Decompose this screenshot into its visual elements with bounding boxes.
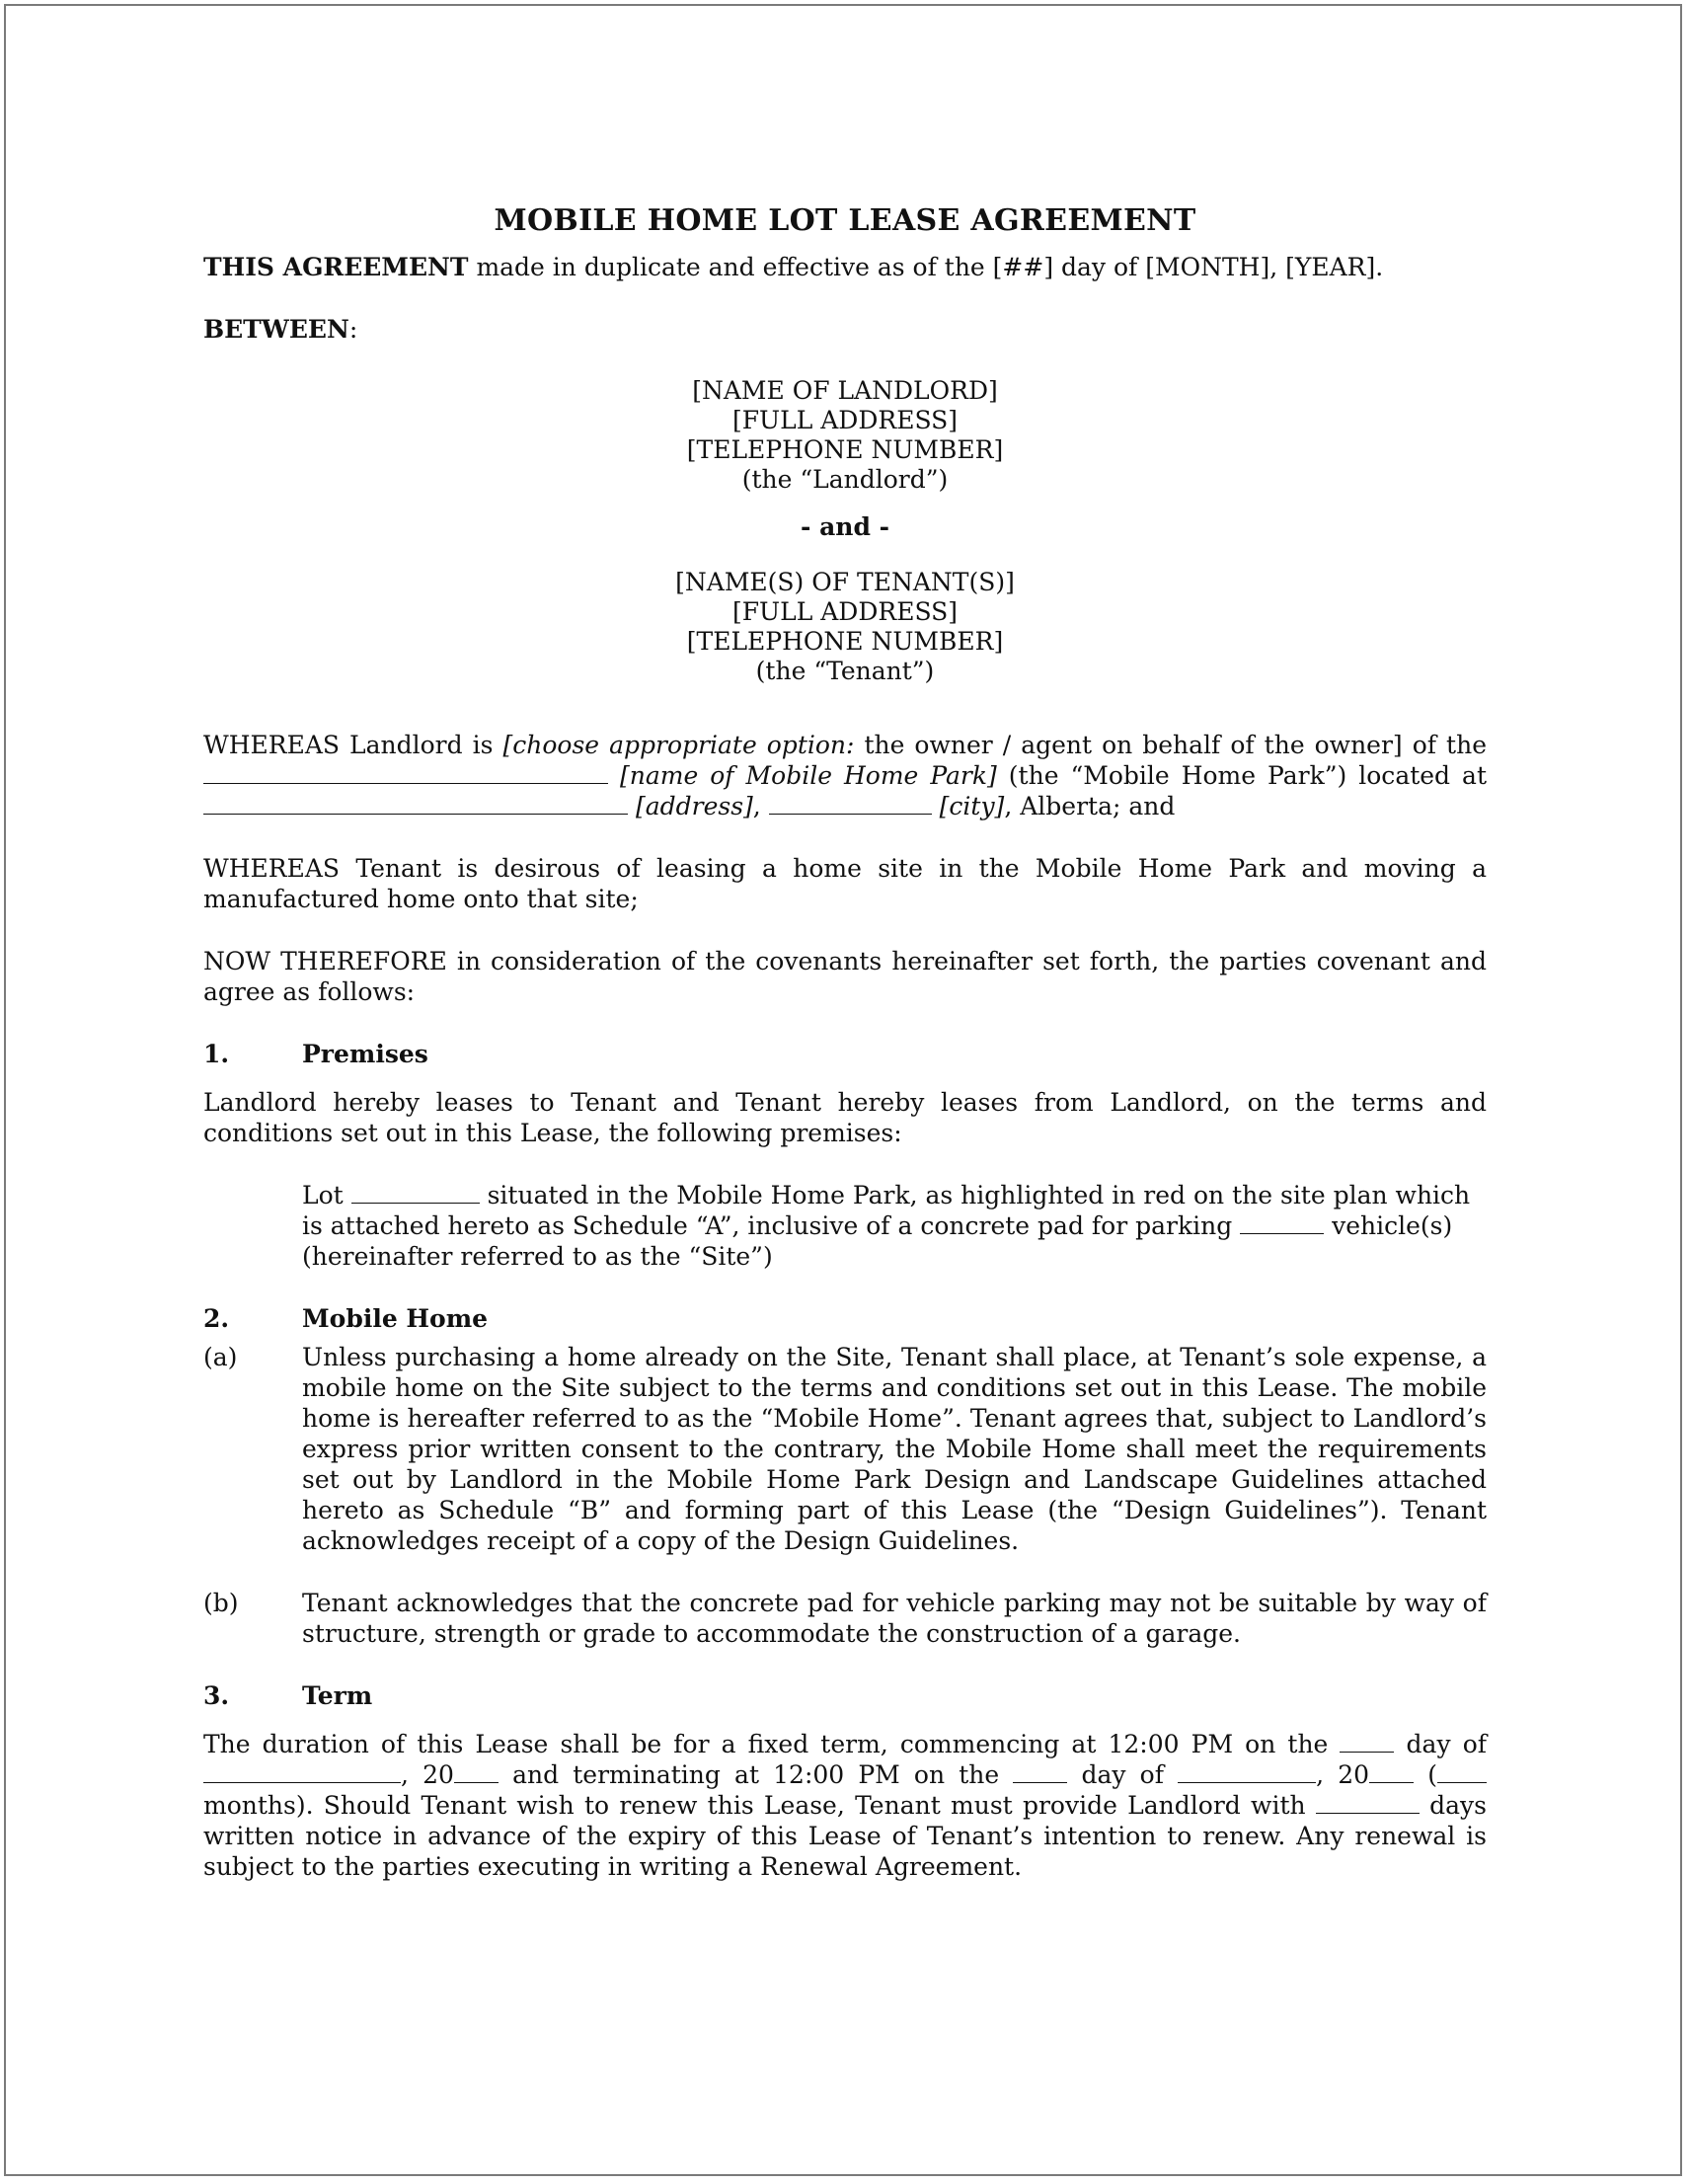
section-2a: (a) Unless purchasing a home already on the Site, Tenant shall place, at Tenant’s sole expense, a mobile home on the Site subject to the terms and conditions set out in this Lease. The mobile home is hereafter referred to as the “Mobile Home”. Tenant agrees that, subject to Landlord’s express prior written consent to the contrary, the Mobile Home shall meet the requirements set out by Landlord in the Mobile Home Park Design and Landscape Guidelines attached hereto as Schedule “B” and forming part of this Lease (the “Design Guidelines”). Tenant acknowledges receipt of a copy of the Design Guidelines.: [203, 1343, 1487, 1555]
tenant-name: [NAME(S) OF TENANT(S)]: [675, 568, 1015, 596]
end-month-blank[interactable]: [1178, 1762, 1316, 1783]
landlord-address: [FULL ADDRESS]: [731, 406, 959, 434]
intro-bold: THIS AGREEMENT: [203, 253, 469, 281]
landlord-definition: (the “Landlord”): [741, 465, 949, 494]
notice-days-blank[interactable]: [1316, 1793, 1420, 1814]
section-3-paragraph: The duration of this Lease shall be for a fixed term, commencing at 12:00 PM on the day of , 20 and terminating at 12:00 PM on the day of , 20 ( months). Should Tenant wish to renew this Lease, Tenant must provide Landlord with days written notice in advance of the expiry of this Lease of Tenant’s intention to renew. Any renewal is subject to the parties executing in writing a Renewal Agreement.: [203, 1730, 1488, 1881]
months-blank[interactable]: [1437, 1762, 1487, 1783]
section-3-heading: 3. Term: [203, 1681, 373, 1710]
lot-description: Lot situated in the Mobile Home Park, as highlighted in red on the site plan which is attached hereto as Schedule “A”, inclusive of a concrete pad for parking vehicle(s) (hereinafter referred to as the “Site”): [302, 1181, 1471, 1271]
city-blank[interactable]: [769, 794, 932, 815]
landlord-block: [203, 376, 1487, 495]
start-month-blank[interactable]: [203, 1762, 401, 1783]
landlord-phone: [TELEPHONE NUMBER]: [686, 435, 1004, 464]
start-year-blank[interactable]: [454, 1762, 499, 1783]
document-title: MOBILE HOME LOT LEASE AGREEMENT: [494, 203, 1196, 238]
section-1-heading: 1. Premises: [203, 1040, 428, 1068]
whereas-landlord: WHEREAS Landlord is [choose appropriate option: the owner / agent on behalf of the owner] of the [name of Mobile Home Park] (the “Mobile Home Park”) located at [address], [city], Alberta; and: [203, 731, 1488, 820]
section-2b: (b) Tenant acknowledges that the concrete pad for vehicle parking may not be suitable by way of structure, strength or grade to accommodate the construction of a garage.: [203, 1589, 1487, 1648]
landlord-name: [NAME OF LANDLORD]: [692, 376, 998, 405]
and-separator: - and -: [800, 512, 889, 541]
between-label: BETWEEN:: [203, 315, 358, 344]
tenant-address: [FULL ADDRESS]: [731, 597, 959, 626]
park-name-blank[interactable]: [203, 763, 608, 784]
intro-text: made in duplicate and effective as of the [##] day of [MONTH], [YEAR].: [468, 253, 1384, 281]
tenant-phone: [TELEPHONE NUMBER]: [686, 627, 1004, 656]
whereas-tenant: WHEREAS Tenant is desirous of leasing a home site in the Mobile Home Park and moving a manufactured home onto that site;: [203, 854, 1487, 913]
now-therefore: NOW THEREFORE in consideration of the covenants hereinafter set forth, the parties covenant and agree as follows:: [203, 947, 1487, 1006]
intro-paragraph: [203, 252, 1487, 282]
lot-number-blank[interactable]: [351, 1183, 480, 1204]
section-2-heading: 2. Mobile Home: [203, 1304, 489, 1333]
tenant-definition: (the “Tenant”): [755, 657, 935, 685]
end-day-blank[interactable]: [1013, 1762, 1067, 1783]
document-page: [203, 197, 1487, 1882]
tenant-block: [203, 568, 1487, 686]
end-year-blank[interactable]: [1369, 1762, 1414, 1783]
start-day-blank[interactable]: [1340, 1732, 1394, 1753]
section-1-paragraph: Landlord hereby leases to Tenant and Tenant hereby leases from Landlord, on the terms and conditions set out in this Lease, the following premises:: [203, 1088, 1487, 1147]
vehicle-count-blank[interactable]: [1240, 1213, 1324, 1234]
address-blank[interactable]: [203, 794, 628, 815]
